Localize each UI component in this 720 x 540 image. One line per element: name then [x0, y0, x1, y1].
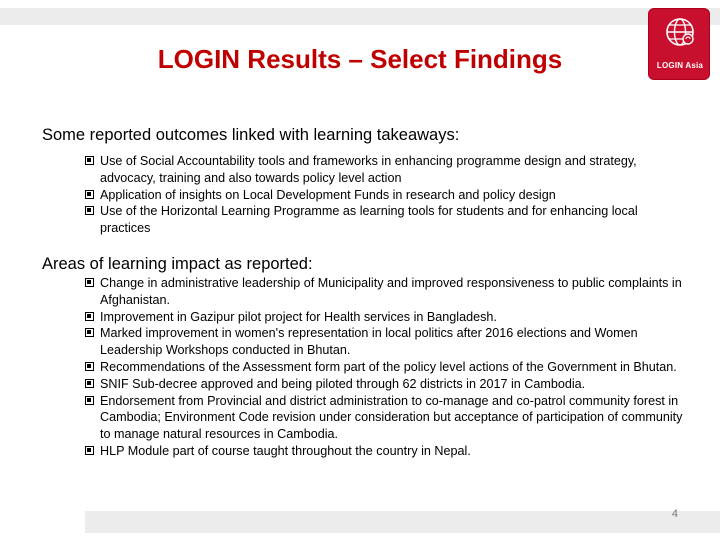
list-item: Marked improvement in women's representation in local politics after 2016 elections and Women Leadership Workshops conducted in Bhutan. [84, 325, 684, 359]
list-item: Endorsement from Provincial and district administration to co-manage and co-patrol community forest in Cambodia; Environment Code revision under consideration but acceptance of participation of community to manage natural resources in Cambodia. [84, 393, 684, 443]
list-item: SNIF Sub-decree approved and being piloted through 62 districts in 2017 in Cambodia. [84, 376, 684, 393]
checkbox-bullet-icon [85, 379, 94, 388]
list-item: Use of Social Accountability tools and frameworks in enhancing programme design and strategy, advocacy, training and also towards policy level action [84, 153, 684, 187]
checkbox-bullet-icon [85, 328, 94, 337]
checkbox-bullet-icon [85, 156, 94, 165]
list-item: HLP Module part of course taught throughout the country in Nepal. [84, 443, 684, 460]
checkbox-bullet-icon [85, 362, 94, 371]
section-heading-outcomes: Some reported outcomes linked with learning takeaways: [42, 126, 460, 144]
slide-title: LOGIN Results – Select Findings [157, 44, 563, 74]
list-item: Improvement in Gazipur pilot project for Health services in Bangladesh. [84, 309, 684, 326]
checkbox-bullet-icon [85, 446, 94, 455]
checkbox-bullet-icon [85, 190, 94, 199]
page-number: 4 [671, 508, 678, 520]
footer-band [85, 511, 720, 533]
outcomes-list [84, 153, 684, 237]
list-item: Recommendations of the Assessment form part of the policy level actions of the Government in Bhutan. [84, 359, 684, 376]
checkbox-bullet-icon [85, 396, 94, 405]
logo-text: LOGIN Asia [656, 61, 704, 70]
checkbox-bullet-icon [85, 312, 94, 321]
header-band [0, 8, 720, 25]
section-heading-impact: Areas of learning impact as reported: [42, 255, 313, 273]
globe-icon [663, 15, 697, 49]
checkbox-bullet-icon [85, 278, 94, 287]
list-item: Change in administrative leadership of Municipality and improved responsiveness to public complaints in Afghanistan. [84, 275, 684, 309]
checkbox-bullet-icon [85, 206, 94, 215]
list-item: Application of insights on Local Development Funds in research and policy design [84, 187, 684, 204]
list-item: Use of the Horizontal Learning Programme as learning tools for students and for enhancing local practices [84, 203, 684, 237]
impact-list [84, 275, 684, 460]
login-asia-logo [648, 8, 710, 80]
